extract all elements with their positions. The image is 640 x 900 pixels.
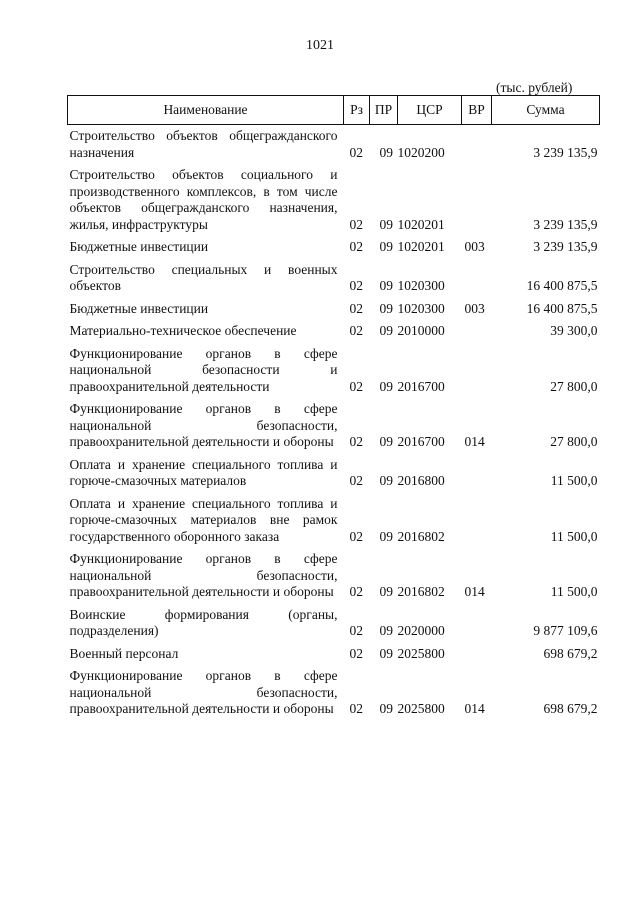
cell-sum: 9 877 109,6 <box>533 623 598 638</box>
table-row <box>68 340 600 396</box>
cell-pr: 09 <box>379 623 393 638</box>
table-row <box>68 490 600 546</box>
cell-csr: 1020300 <box>397 278 445 293</box>
cell-sum: 3 239 135,9 <box>533 216 598 232</box>
cell-sum: 27 800,0 <box>550 434 598 449</box>
cell-vr <box>462 451 492 490</box>
table-row <box>68 545 600 601</box>
cell-csr: 2010000 <box>397 323 445 338</box>
table-row <box>68 601 600 640</box>
cell-vr <box>462 125 492 162</box>
cell-sum: 698 679,2 <box>543 645 598 661</box>
cell-name: Оплата и хранение специального топлива и горюче-смазочных материалов вне рамок государственного оборонного заказа <box>69 495 338 544</box>
cell-pr: 09 <box>379 323 393 338</box>
cell-pr: 09 <box>379 239 393 254</box>
cell-vr <box>462 601 492 640</box>
cell-name: Функционирование органов в сфере национальной безопасности, правоохранительной деятельности и обороны <box>69 668 338 716</box>
cell-csr: 2025800 <box>397 645 445 661</box>
cell-name: Строительство объектов социального и производственного комплексов, в том числе объектов общегражданского назначения, жилья, инфраструктуры <box>69 167 338 232</box>
cell-rz: 02 <box>349 623 363 638</box>
cell-name: Функционирование органов в сфере национальной безопасности, правоохранительной деятельности и обороны <box>69 551 338 599</box>
cell-sum: 16 400 875,5 <box>526 300 598 316</box>
cell-vr <box>462 161 492 233</box>
cell-sum: 3 239 135,9 <box>533 239 598 254</box>
table-row <box>68 256 600 295</box>
cell-csr: 1020300 <box>397 300 445 316</box>
cell-csr: 1020201 <box>397 239 445 254</box>
table-body <box>68 125 600 718</box>
cell-csr: 2016800 <box>397 473 445 488</box>
cell-name: Воинские формирования (органы, подразделения) <box>69 606 338 638</box>
cell-pr: 09 <box>379 473 393 488</box>
cell-rz: 02 <box>349 473 363 488</box>
cell-name: Функционирование органов в сфере национальной безопасности, правоохранительной деятельности и обороны <box>69 401 338 449</box>
cell-vr <box>462 317 492 340</box>
cell-sum: 16 400 875,5 <box>526 278 598 293</box>
table-row <box>68 125 600 162</box>
cell-sum: 698 679,2 <box>543 701 598 716</box>
page-number: 1021 <box>306 38 334 53</box>
cell-csr: 2020000 <box>397 623 445 638</box>
cell-name: Военный персонал <box>69 645 179 661</box>
cell-name: Строительство специальных и военных объектов <box>69 261 338 293</box>
header-rz: Рз <box>344 96 370 125</box>
cell-pr: 09 <box>379 584 393 599</box>
table-row <box>68 640 600 663</box>
table-row <box>68 295 600 318</box>
cell-pr: 09 <box>379 528 393 544</box>
cell-pr: 09 <box>379 144 393 160</box>
cell-pr: 09 <box>379 378 393 394</box>
cell-rz: 02 <box>349 645 363 661</box>
cell-sum: 39 300,0 <box>550 323 598 338</box>
table-row <box>68 451 600 490</box>
cell-sum: 11 500,0 <box>550 528 598 544</box>
cell-pr: 09 <box>379 300 393 316</box>
cell-vr: 014 <box>464 434 485 449</box>
units-label: (тыс. рублей) <box>496 80 573 95</box>
cell-csr: 2016700 <box>397 378 445 394</box>
cell-pr: 09 <box>379 701 393 716</box>
cell-sum: 11 500,0 <box>550 473 598 488</box>
cell-rz: 02 <box>349 144 363 160</box>
cell-name: Материально-техническое обеспечение <box>69 323 297 338</box>
cell-vr: 003 <box>464 300 485 316</box>
table-row <box>68 662 600 718</box>
budget-table <box>67 95 600 718</box>
cell-sum: 3 239 135,9 <box>533 144 598 160</box>
header-name: Наименование <box>68 96 344 125</box>
cell-rz: 02 <box>349 378 363 394</box>
cell-rz: 02 <box>349 701 363 716</box>
cell-rz: 02 <box>349 584 363 599</box>
cell-name: Оплата и хранение специального топлива и горюче-смазочных материалов <box>69 456 338 488</box>
cell-rz: 02 <box>349 300 363 316</box>
table-row <box>68 317 600 340</box>
cell-csr: 2016802 <box>397 584 445 599</box>
cell-pr: 09 <box>379 434 393 449</box>
cell-rz: 02 <box>349 434 363 449</box>
cell-vr: 003 <box>464 239 485 254</box>
header-csr: ЦСР <box>398 96 462 125</box>
cell-vr <box>462 256 492 295</box>
table-header-row <box>68 96 600 125</box>
header-pr: ПР <box>370 96 398 125</box>
cell-sum: 27 800,0 <box>550 378 598 394</box>
table-row <box>68 161 600 233</box>
cell-csr: 2025800 <box>397 701 445 716</box>
table-row <box>68 395 600 451</box>
table-row <box>68 233 600 256</box>
cell-rz: 02 <box>349 528 363 544</box>
cell-vr <box>462 340 492 396</box>
header-vr: ВР <box>462 96 492 125</box>
header-sum: Сумма <box>492 96 600 125</box>
cell-pr: 09 <box>379 645 393 661</box>
cell-csr: 2016700 <box>397 434 445 449</box>
cell-pr: 09 <box>379 216 393 232</box>
cell-csr: 1020201 <box>397 216 445 232</box>
cell-vr: 014 <box>464 701 485 716</box>
cell-csr: 2016802 <box>397 528 445 544</box>
cell-rz: 02 <box>349 323 363 338</box>
cell-sum: 11 500,0 <box>550 584 598 599</box>
cell-vr <box>462 640 492 663</box>
cell-name: Бюджетные инвестиции <box>69 300 209 316</box>
cell-rz: 02 <box>349 278 363 293</box>
cell-pr: 09 <box>379 278 393 293</box>
cell-rz: 02 <box>349 216 363 232</box>
cell-rz: 02 <box>349 239 363 254</box>
cell-vr <box>462 490 492 546</box>
cell-vr: 014 <box>464 584 485 599</box>
cell-csr: 1020200 <box>397 144 445 160</box>
cell-name: Бюджетные инвестиции <box>69 239 209 254</box>
cell-name: Функционирование органов в сфере национальной безопасности и правоохранительной деятельности <box>69 345 338 394</box>
cell-name: Строительство объектов общегражданского назначения <box>69 128 338 160</box>
